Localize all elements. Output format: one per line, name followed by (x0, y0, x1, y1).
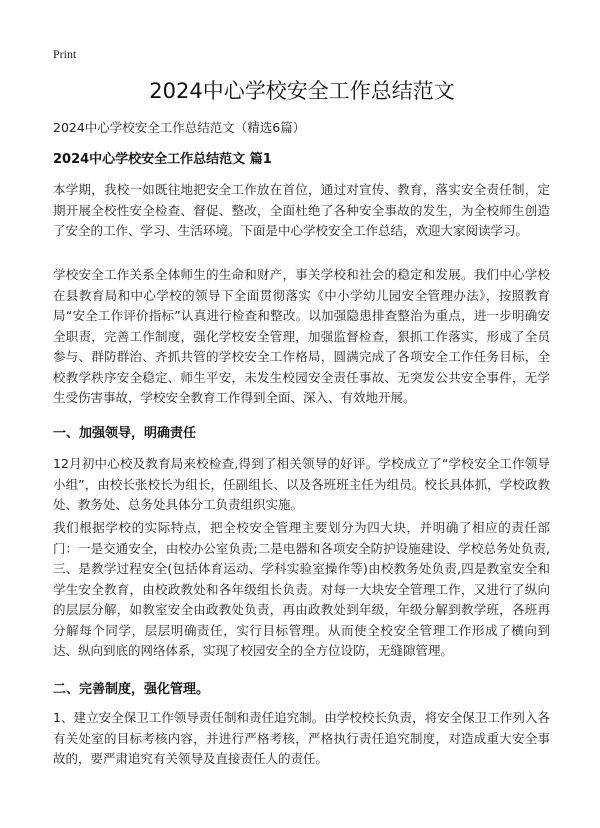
print-label[interactable]: Print (53, 47, 77, 61)
intro-paragraph: 本学期，我校一如既往地把安全工作放在首位，通过对宣传、教育，落实安全责任制，定期开展全校性安全检查、督促、整改，全面杜绝了各种安全事故的发生，为全校师生创造了安全的工作、学习、生活环境。下面是中心学校安全工作总结，欢迎大家阅读学习。 (53, 182, 550, 238)
overview-paragraph: 学校安全工作关系全体师生的生命和财产，事关学校和社会的稳定和发展。我们中心学校在县教育局和中心学校的领导下全面贯彻落实《中小学幼儿园安全管理办法》，按照教育局“安全工作评价指标”认真进行检查和整改。以加强隐患排查整治为重点，进一步明确安全职责，完善工作制度，强化学校安全管理，加强监督检查，狠抓工作落实，形成了全员参与、群防群治、齐抓共管的学校安全工作格局，圆满完成了各项安全工作任务目标，全校教学秩序安全稳定、师生平安，未发生校园安全责任事故、无突发公共安全事件，无学生受伤害事故，学校安全教育工作得到全面、深入、有效地开展。 (53, 267, 550, 405)
document-title: 2024中心学校安全工作总结范文 (149, 79, 455, 103)
article-heading: 2024中心学校安全工作总结范文 篇1 (53, 152, 272, 167)
document-subtitle: 2024中心学校安全工作总结范文（精选6篇） (53, 120, 306, 135)
section1-paragraph-1: 12月初中心校及教育局来校检查,得到了相关领导的好评。学校成立了“学校安全工作领导小组”，由校长张校长为组长，任副组长、以及各班班主任为组员。校长具体抓，学校政教处、教务处、总务处具体分工负责组织实施。 (53, 456, 550, 512)
section-heading-1: 一、加强领导，明确责任 (53, 426, 197, 441)
section2-paragraph-1: 1、建立安全保卫工作领导责任制和责任追究制。由学校校长负责，将安全保卫工作列入各有关处室的目标考核内容，并进行严格考核，严格执行责任追究制度，对造成重大安全事故的，要严肃追究有关领导及直接责任人的责任。 (53, 710, 550, 766)
section-heading-2: 二、完善制度，强化管理。 (53, 682, 210, 697)
section1-paragraph-2: 我们根据学校的实际特点，把全校安全管理主要划分为四大块，并明确了相应的责任部门：一是交通安全，由校办公室负责;二是电器和各项安全防护设施建设、学校总务处负责,三、是教学过程安全(包括体育运动、学科实验室操作等)由校教务处负责,四是教室安全和学生安全教育，由校政教处和各年级组长负责。对每一大块安全管理工作，又进行了纵向的层层分解，如教室安全由政教处负责，再由政教处到年级，年级分解到教学班，各班再分解每个同学，层层明确责任，实行目标管理。从而使全校安全管理工作形成了横向到达、纵向到底的网络体系，实现了校园安全的全方位设防，无缝隙管理。 (53, 520, 550, 658)
